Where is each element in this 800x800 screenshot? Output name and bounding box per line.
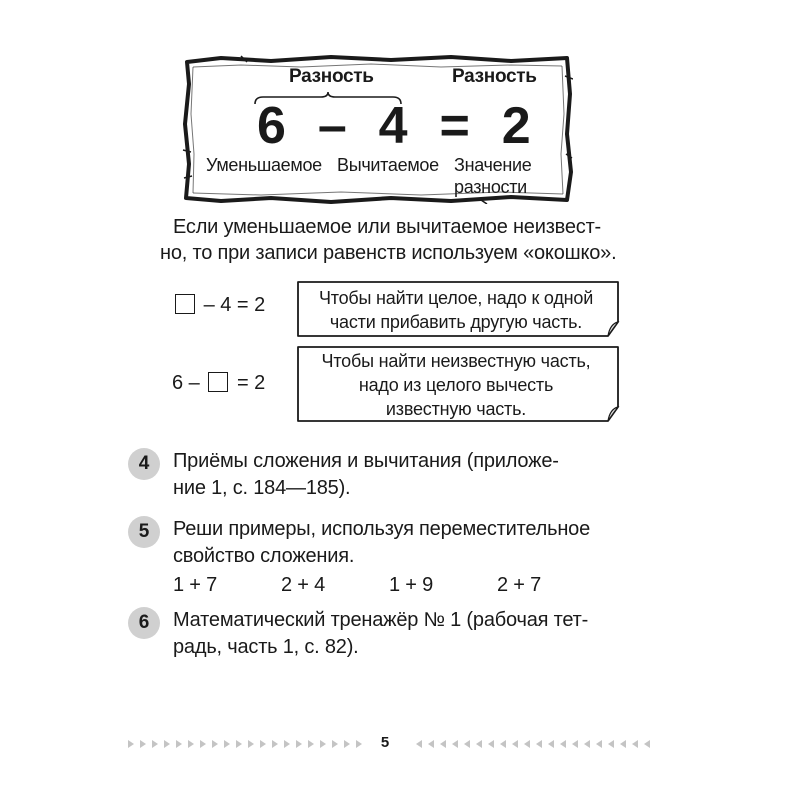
task-5-examples [173,572,643,599]
footer-triangle [440,740,446,748]
equation-minuend: 6 [257,97,287,155]
footer-triangle [284,740,290,748]
formula2-rest: = 2 [236,372,266,394]
footer-triangle [488,740,494,748]
rule-card-whole-text [296,286,616,334]
task-4-line2: ние 1, с. 184—185). [173,477,351,499]
footer-triangle [584,740,590,748]
footer-triangle [152,740,158,748]
footer-triangle [200,740,206,748]
footer-triangle [272,740,278,748]
rule2-line2: надо из целого вычесть [358,375,554,395]
label-difference-right: Разность [452,66,537,87]
footer-triangle [308,740,314,748]
rule2-line3: известную часть. [385,399,527,419]
task-4-line1: Приёмы сложения и вычитания (приложе- [173,450,559,472]
footer-triangle [236,740,242,748]
formula-unknown-minuend [172,294,265,317]
footer-triangle [248,740,254,748]
footer-triangle [548,740,554,748]
footer-triangle [500,740,506,748]
task-number-badge: 6 [128,607,160,639]
intro-line1: Если уменьшаемое или вычитаемое неизвест- [173,216,602,238]
task-6-text [173,607,643,661]
task-4-text [173,448,643,502]
footer-triangle [572,740,578,748]
example-item: 1 + 9 [389,574,434,596]
example-item: 2 + 7 [497,574,542,596]
footer-triangle [164,740,170,748]
footer-triangle [224,740,230,748]
task-6-line1: Математический тренажёр № 1 (рабочая тет- [173,609,589,631]
intro-line2: но, то при записи равенств используем «окошко». [160,242,617,264]
footer-triangle [212,740,218,748]
rule-card-part-text [296,349,616,421]
footer-triangle [476,740,482,748]
footer-triangle [140,740,146,748]
equation-equals: = [439,97,471,155]
rule1-line2: части прибавить другую часть. [329,312,583,332]
footer-triangle [332,740,338,748]
label-difference-value-line1: Значение [454,155,532,175]
footer-triangle-ornament [120,734,680,754]
page-number: 5 [380,734,390,751]
footer-triangle [608,740,614,748]
task-5-line2: свойство сложения. [173,545,355,567]
footer-triangle [512,740,518,748]
formula-unknown-subtrahend [172,372,265,395]
footer-triangle [344,740,350,748]
task-number-badge: 4 [128,448,160,480]
task-5-line1: Реши примеры, используя переместительное [173,518,591,540]
footer-triangle [296,740,302,748]
example-item: 1 + 7 [173,574,218,596]
footer-triangle [188,740,194,748]
rule2-line1: Чтобы найти неизвестную часть, [321,351,591,371]
page-footer [120,734,680,754]
footer-triangle [320,740,326,748]
footer-triangle [524,740,530,748]
footer-triangle [620,740,626,748]
footer-triangle [464,740,470,748]
equation [257,96,532,156]
footer-triangle [644,740,650,748]
footer-triangle [536,740,542,748]
footer-triangle [260,740,266,748]
footer-triangle [596,740,602,748]
label-difference-value-line2: разности [454,177,527,197]
footer-triangle [128,740,134,748]
label-difference-left: Разность [289,66,374,87]
footer-triangle [632,740,638,748]
empty-box-icon [175,294,195,314]
definition-board [181,54,573,204]
task-number-badge: 5 [128,516,160,548]
formula2-start: 6 – [172,372,200,394]
equation-minus: – [317,97,348,155]
footer-triangle [416,740,422,748]
label-subtrahend: Вычитаемое [337,155,439,175]
example-item: 2 + 4 [281,574,326,596]
equation-difference: 2 [501,97,532,155]
equation-subtrahend: 4 [378,97,409,155]
rule1-line1: Чтобы найти целое, надо к одной [318,288,594,308]
footer-triangle [176,740,182,748]
intro-paragraph [160,214,640,266]
task-6-line2: радь, часть 1, с. 82). [173,636,359,658]
footer-triangle [560,740,566,748]
formula1-rest: – 4 = 2 [203,294,266,316]
footer-triangle [452,740,458,748]
label-difference-value [454,154,531,198]
footer-triangle [428,740,434,748]
rule-card-part [296,345,626,425]
task-5-text [173,516,643,599]
label-minuend: Уменьшаемое [206,155,322,175]
rule-card-whole [296,280,626,340]
footer-triangle [356,740,362,748]
empty-box-icon [208,372,228,392]
